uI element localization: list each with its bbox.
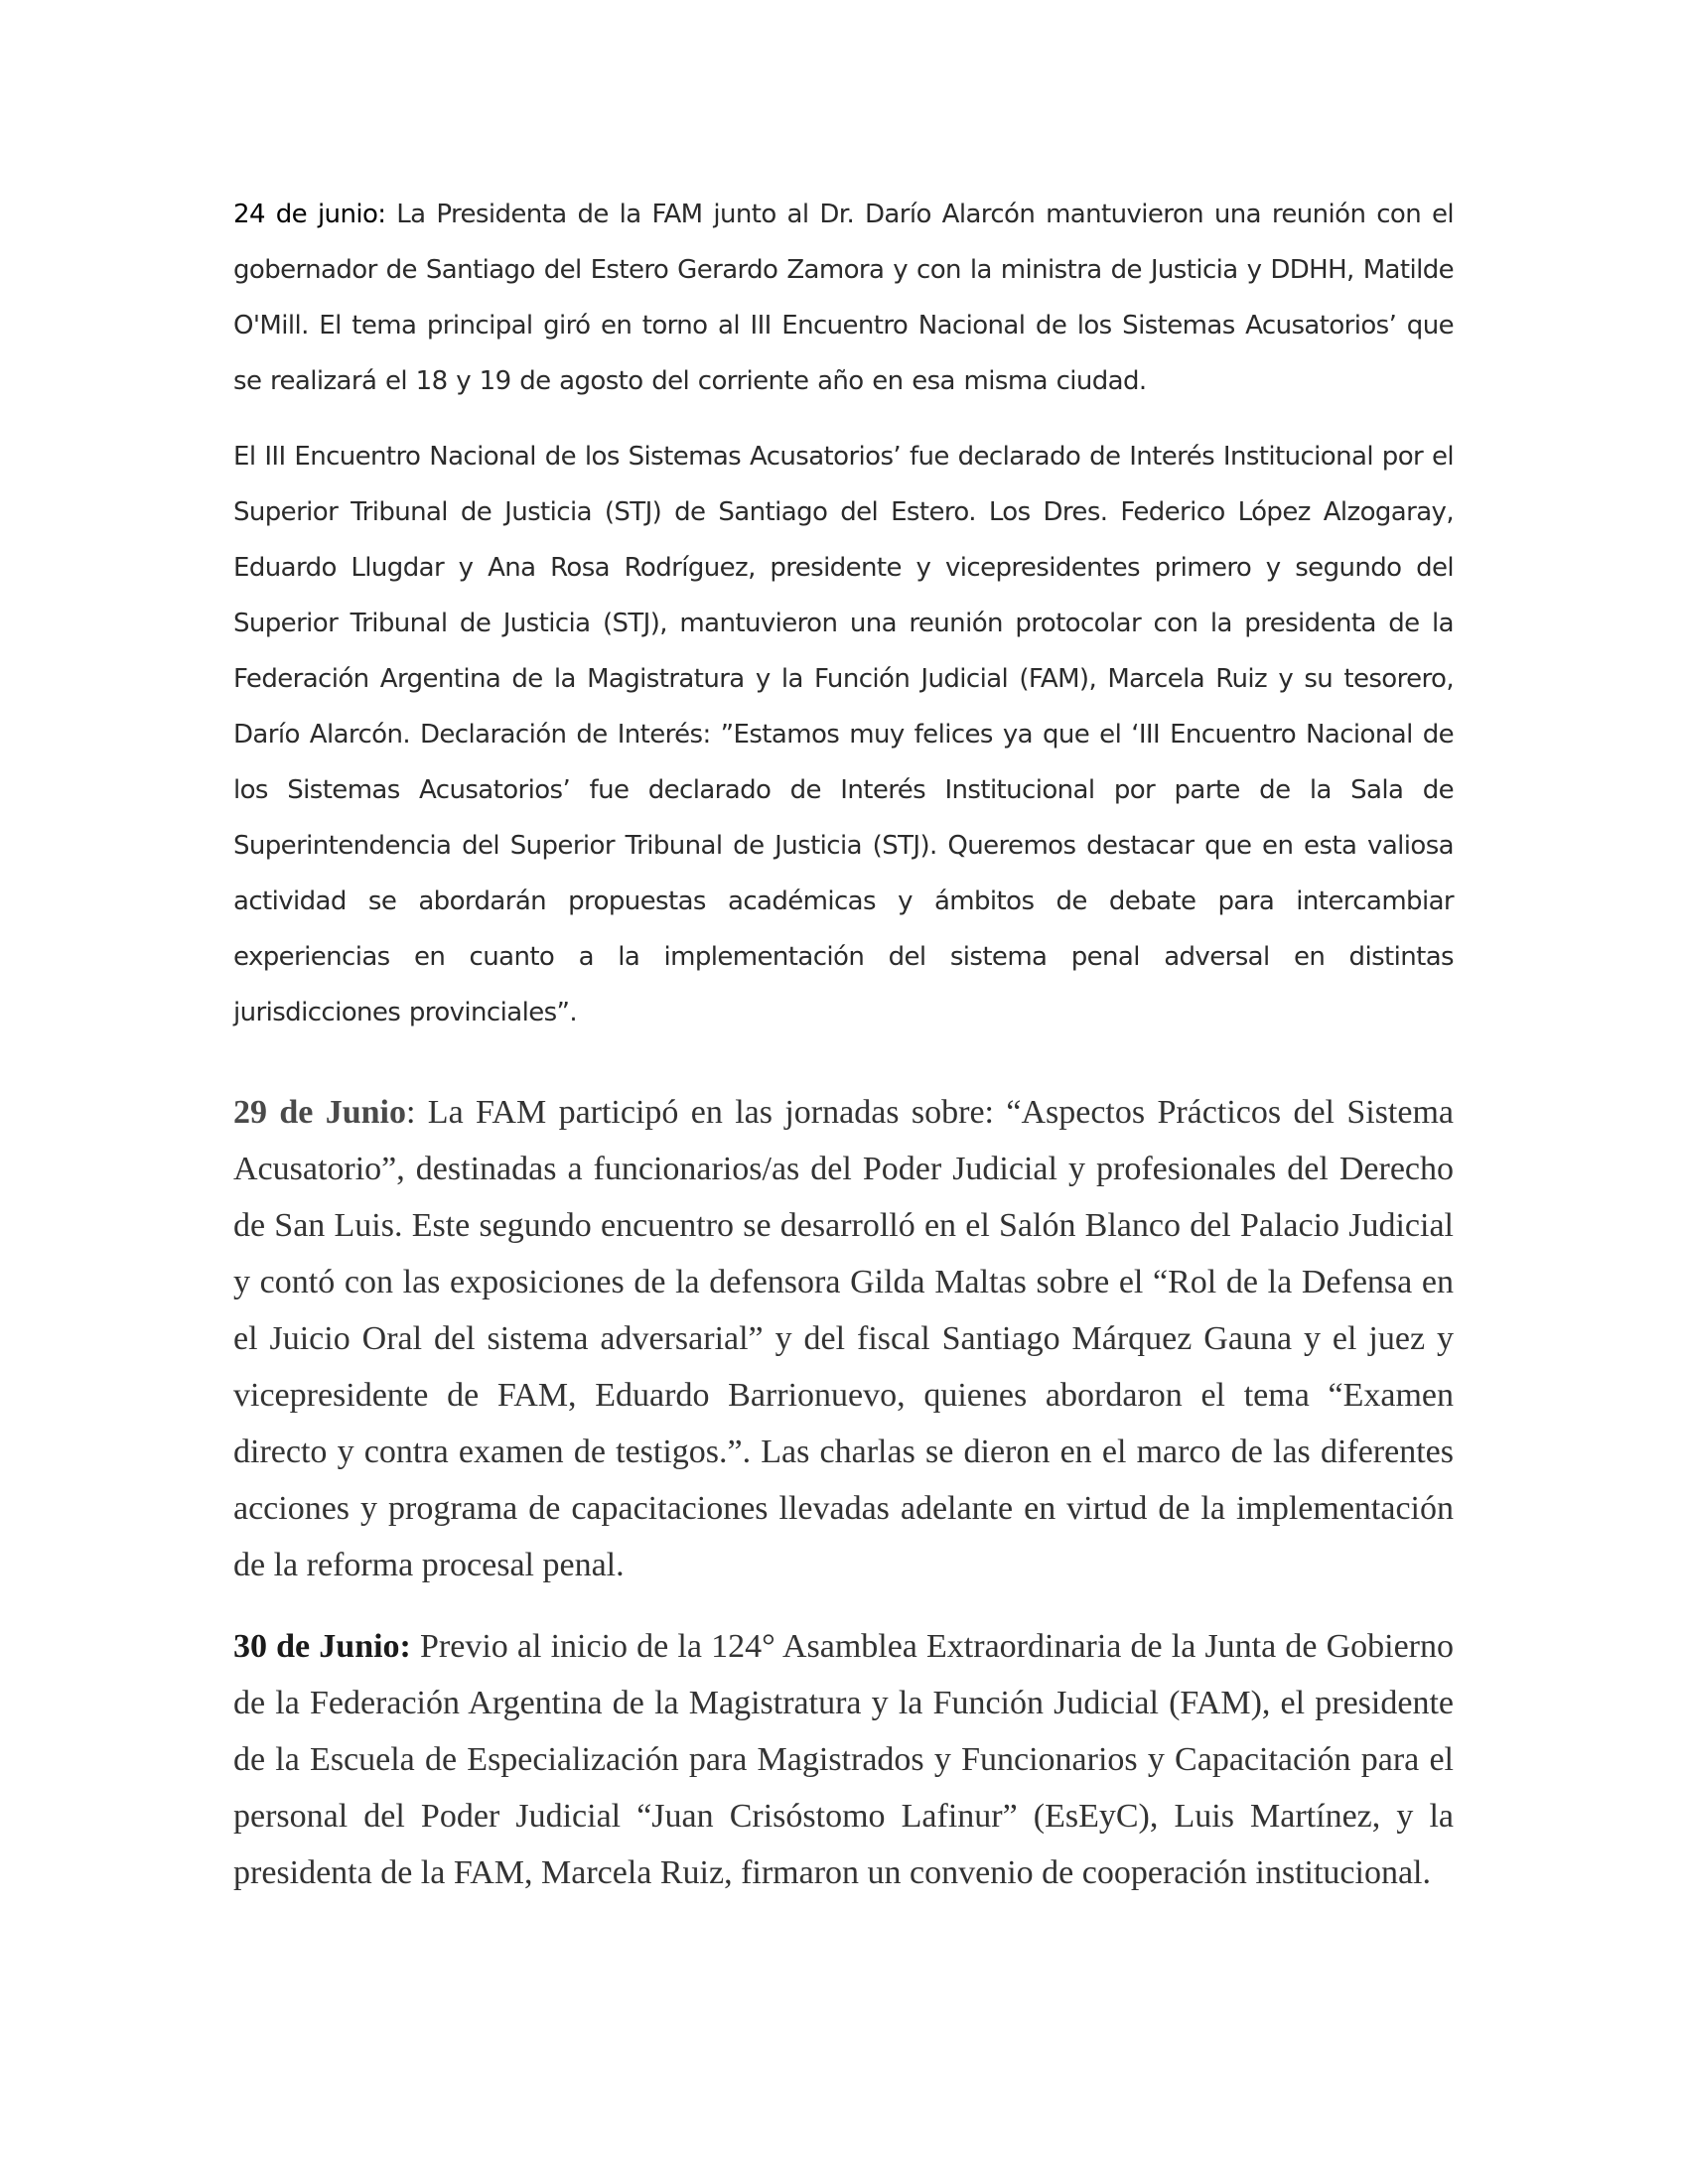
paragraph-text: La Presidenta de la FAM junto al Dr. Darío Alarcón mantuvieron una reunión con el gobernador de Santiago del Estero Gerardo Zamora y con la ministra de Justicia y DDHH, Matilde O'Mill. El tema principal giró en torno al III Encuentro Nacional de los Sistemas Acusatorios’ que se realizará el 18 y 19 de agosto del corriente año en esa misma ciudad. (233, 200, 1454, 396)
paragraph-text: El III Encuentro Nacional de los Sistemas Acusatorios’ fue declarado de Interés Institucional por el Superior Tribunal de Justicia (STJ) de Santiago del Estero. Los Dres. Federico López Alzogaray, Eduardo Llugdar y Ana Rosa Rodríguez, presidente y vicepresidentes primero y segundo del Superior Tribunal de Justicia (STJ), mantuvieron una reunión protocolar con la presidenta de la Federación Argentina de la Magistratura y la Función Judicial (FAM), Marcela Ruiz y su tesorero, Darío Alarcón. Declaración de Interés: ”Estamos muy felices ya que el ‘III Encuentro Nacional de los Sistemas Acusatorios’ fue declarado de Interés Institucional por parte de la Sala de Superintendencia del Superior Tribunal de Justicia (STJ). Queremos destacar que en esta valiosa actividad se abordarán propuestas académicas y ámbitos de debate para intercambiar experiencias en cuanto a la implementación del sistema penal adversal en distintas jurisdicciones provinciales”. (233, 442, 1454, 1027)
paragraph-text: Previo al inicio de la 124° Asamblea Extraordinaria de la Junta de Gobierno de la Federación Argentina de la Magistratura y la Función Judicial (FAM), el presidente de la Escuela de Especialización para Magistrados y Funcionarios y Capacitación para el personal del Poder Judicial “Juan Crisóstomo Lafinur” (EsEyC), Luis Martínez, y la presidenta de la FAM, Marcela Ruiz, firmaron un convenio de cooperación institucional. (233, 1628, 1454, 1891)
paragraph-interes-institucional (233, 429, 1454, 1040)
paragraph-june-30 (233, 1618, 1454, 1901)
date-label: 30 de Junio: (233, 1628, 411, 1665)
paragraph-june-24 (233, 187, 1454, 409)
date-label: 24 de junio: (233, 200, 386, 229)
paragraph-june-29 (233, 1084, 1454, 1593)
paragraph-text: : La FAM participó en las jornadas sobre: “Aspectos Prácticos del Sistema Acusatorio”, destinadas a funcionarios/as del Poder Judicial y profesionales del Derecho de San Luis. Este segundo encuentro se desarrolló en el Salón Blanco del Palacio Judicial y contó con las exposiciones de la defensora Gilda Maltas sobre el “Rol de la Defensa en el Juicio Oral del sistema adversarial” y del fiscal Santiago Márquez Gauna y el juez y vicepresidente de FAM, Eduardo Barrionuevo, quienes abordaron el tema “Examen directo y contra examen de testigos.”. Las charlas se dieron en el marco de las diferentes acciones y programa de capacitaciones llevadas adelante en virtud de la implementación de la reforma procesal penal. (233, 1094, 1455, 1583)
date-label: 29 de Junio (233, 1094, 406, 1131)
